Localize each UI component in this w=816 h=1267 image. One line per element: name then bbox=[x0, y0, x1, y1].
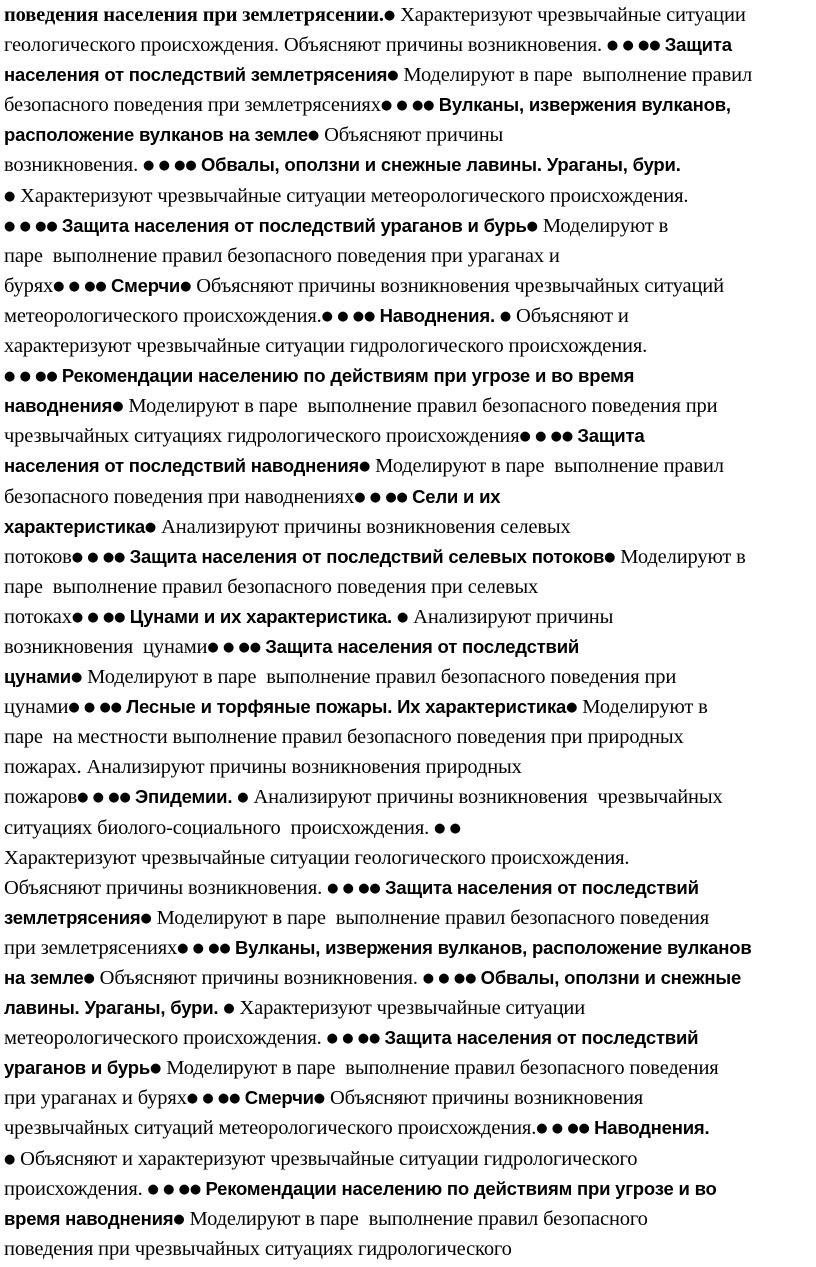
bullet-icon: ● bbox=[499, 308, 512, 324]
body-text: Моделируют в паре выполнение правил безопасного bbox=[184, 1207, 648, 1230]
body-text: ситуациях биолого-социального происхождения. bbox=[4, 816, 435, 839]
bold-heading-text: время наводнения bbox=[4, 1207, 174, 1229]
bullet-icon: ● ● ●● bbox=[326, 1031, 385, 1047]
text-line bbox=[4, 211, 812, 241]
body-text: чрезвычайных ситуациях гидрологического происхождения bbox=[4, 425, 520, 448]
text-line bbox=[4, 451, 812, 481]
bullet-icon: ● bbox=[604, 549, 616, 565]
body-text: Анализируют причины возникновения чрезвычайных bbox=[248, 786, 723, 809]
bold-heading-text: Лесные и торфяные пожары. Их характеристика bbox=[126, 696, 567, 718]
body-text: паре выполнение правил безопасного поведения при ураганах и bbox=[4, 244, 560, 267]
text-line bbox=[4, 421, 812, 451]
bullet-icon: ● ● ●● bbox=[4, 369, 62, 385]
bold-heading-text: Защита bbox=[664, 34, 732, 56]
body-text: Объясняют причины возникновения чрезвычайных ситуаций bbox=[191, 274, 724, 297]
bold-heading-text: лавины. Ураганы, бури. bbox=[4, 997, 219, 1019]
bold-heading-text: Защита населения от последствий bbox=[384, 1027, 699, 1049]
body-text: Объясняют причины возникновения. bbox=[94, 967, 423, 989]
bullet-icon: ● bbox=[566, 700, 578, 716]
text-line bbox=[4, 1023, 812, 1053]
bullet-icon: ● bbox=[173, 1211, 185, 1227]
body-text: Анализируют причины bbox=[408, 605, 614, 628]
body-text: характеризуют чрезвычайные ситуации гидрологического происхождения. bbox=[4, 335, 648, 358]
body-text: Моделируют в паре выполнение правил безопасного поведения при bbox=[82, 666, 677, 689]
text-line bbox=[4, 1234, 812, 1264]
bold-heading-text: населения от последствий наводнения bbox=[4, 455, 359, 477]
body-text: Моделируют в bbox=[537, 214, 669, 237]
body-text: при землетрясениях bbox=[4, 936, 178, 959]
body-text: возникновения цунами bbox=[4, 635, 208, 658]
body-text: Моделируют в bbox=[577, 696, 708, 719]
text-line bbox=[4, 752, 812, 782]
body-text: геологического происхождения. Объясняют причины возникновения. bbox=[4, 34, 607, 57]
bullet-icon: ● bbox=[237, 790, 249, 806]
bold-heading-text: Смерчи bbox=[244, 1087, 314, 1109]
text-line bbox=[4, 1083, 812, 1113]
bold-heading-text: Защита населения от последствий селевых потоков bbox=[129, 545, 605, 567]
body-text: Объясняют и bbox=[511, 304, 629, 327]
bold-heading-text: на земле bbox=[4, 967, 84, 988]
body-text: при ураганах и бурях bbox=[4, 1087, 187, 1110]
bullet-icon: ● ● ●● bbox=[186, 1091, 245, 1107]
bold-heading-text: Наводнения. bbox=[379, 304, 495, 326]
bold-heading-text: Обвалы, оползни и снежные bbox=[480, 967, 742, 988]
bullet-icon: ● ● ●● bbox=[68, 700, 127, 716]
bullet-icon: ● ● ●● bbox=[71, 549, 130, 565]
text-line bbox=[4, 722, 812, 752]
text-line bbox=[4, 391, 812, 421]
body-text: поведения при чрезвычайных ситуациях гидрологического bbox=[4, 1237, 512, 1260]
text-line bbox=[4, 903, 812, 933]
body-text: Объясняют причины возникновения bbox=[325, 1087, 644, 1110]
bullet-icon: ● ● ●● bbox=[354, 489, 413, 505]
body-text: Характеризуют чрезвычайные ситуации bbox=[395, 4, 746, 26]
text-line bbox=[4, 120, 812, 150]
body-text: Объясняют причины возникновения. bbox=[4, 876, 328, 899]
text-line bbox=[4, 0, 812, 30]
text-line bbox=[4, 241, 812, 271]
body-text: цунами bbox=[4, 696, 69, 719]
text-line bbox=[4, 482, 812, 512]
text-line bbox=[4, 512, 812, 542]
text-line bbox=[4, 993, 812, 1023]
bullet-icon: ● ● ●● bbox=[422, 971, 481, 986]
text-line bbox=[4, 542, 812, 572]
body-text: возникновения. bbox=[4, 154, 144, 177]
bold-heading-text: Смерчи bbox=[111, 274, 181, 296]
bullet-icon: ● bbox=[313, 1091, 325, 1107]
body-text: Характеризуют чрезвычайные ситуации bbox=[234, 997, 586, 1020]
text-line bbox=[4, 602, 812, 632]
text-line bbox=[4, 1113, 812, 1143]
body-text: Анализируют причины возникновения селевых bbox=[156, 515, 571, 538]
bullet-icon: ● bbox=[4, 1151, 16, 1167]
text-line bbox=[4, 1174, 812, 1204]
bullet-icon: ● bbox=[223, 1001, 235, 1017]
bold-heading-text: поведения населения при землетрясении. bbox=[4, 4, 384, 26]
bullet-icon: ● bbox=[526, 218, 538, 234]
body-text: Характеризуют чрезвычайные ситуации геологического происхождения. bbox=[4, 846, 630, 869]
bullet-icon: ● ● ●● bbox=[606, 38, 665, 54]
bullet-icon: ● bbox=[150, 1061, 162, 1077]
bullet-icon: ● ● ●● bbox=[77, 790, 136, 806]
body-text: метеорологического происхождения. bbox=[4, 1027, 327, 1050]
bullet-icon: ● bbox=[383, 8, 396, 23]
bullet-icon: ● bbox=[387, 68, 399, 84]
bold-heading-text: ураганов и бурь bbox=[4, 1057, 151, 1079]
bold-heading-text: Рекомендации населению по действиям при угрозе и во время bbox=[61, 365, 635, 387]
body-text: потоках bbox=[4, 605, 72, 628]
body-text: бурях bbox=[4, 274, 54, 297]
bold-heading-text: характеристика bbox=[4, 515, 145, 537]
bullet-icon: ● bbox=[144, 519, 157, 535]
body-text: происхождения. bbox=[4, 1177, 148, 1200]
bullet-icon: ● ● ●● bbox=[53, 278, 111, 294]
body-text: паре выполнение правил безопасного поведения при селевых bbox=[4, 575, 539, 598]
body-text: Моделируют в паре выполнение правил безопасного поведения bbox=[151, 906, 709, 929]
bold-heading-text: наводнения bbox=[4, 395, 113, 417]
text-line bbox=[4, 572, 812, 602]
body-text: Объясняют и характеризуют чрезвычайные ситуации гидрологического bbox=[15, 1147, 638, 1170]
body-text: метеорологического происхождения. bbox=[4, 304, 322, 327]
body-text: безопасного поведения при наводнениях bbox=[4, 485, 355, 508]
bullet-icon: ● ● bbox=[434, 820, 461, 836]
bullet-icon: ● ● ●● bbox=[327, 880, 385, 896]
body-text: Характеризуют чрезвычайные ситуации метеорологического происхождения. bbox=[15, 184, 689, 207]
bold-heading-text: Обвалы, оползни и снежные лавины. Ураганы, бури. bbox=[200, 154, 681, 176]
text-line bbox=[4, 1053, 812, 1083]
text-line bbox=[4, 301, 812, 331]
body-text: чрезвычайных ситуаций метеорологического происхождения. bbox=[4, 1117, 537, 1140]
text-line bbox=[4, 933, 812, 963]
body-text: Моделируют в bbox=[615, 545, 746, 568]
bullet-icon: ● ● ●● bbox=[321, 308, 380, 324]
body-text: Моделируют в паре выполнение правил безопасного поведения bbox=[161, 1057, 719, 1080]
text-line bbox=[4, 632, 812, 662]
body-text: Моделируют в паре выполнение правил bbox=[370, 455, 724, 478]
bullet-icon: ● bbox=[83, 971, 95, 986]
text-line bbox=[4, 843, 812, 873]
bold-heading-text: Вулканы, извержения вулканов, расположение вулканов bbox=[234, 936, 752, 958]
text-line bbox=[4, 30, 812, 60]
text-line bbox=[4, 1144, 812, 1174]
body-text: Объясняют причины bbox=[319, 124, 504, 147]
text-line bbox=[4, 271, 812, 301]
bullet-icon: ● bbox=[307, 128, 320, 144]
bold-heading-text: Защита населения от последствий bbox=[384, 876, 699, 898]
body-text: безопасного поведения при землетрясениях bbox=[4, 94, 381, 117]
bold-heading-text: Сели и их bbox=[412, 485, 501, 507]
bold-heading-text: Защита населения от последствий ураганов и бурь bbox=[61, 214, 527, 236]
bullet-icon: ● ● ●● bbox=[536, 1121, 595, 1137]
bold-heading-text: Вулканы, извержения вулканов, bbox=[438, 94, 731, 116]
text-line bbox=[4, 813, 812, 843]
body-text: Моделируют в паре выполнение правил безопасного поведения при bbox=[123, 395, 718, 418]
text-line bbox=[4, 331, 812, 361]
bold-heading-text: Наводнения. bbox=[594, 1117, 710, 1139]
bold-heading-text: расположение вулканов на земле bbox=[4, 124, 308, 146]
bullet-icon: ● bbox=[358, 459, 371, 475]
body-text: паре на местности выполнение правил безопасного поведения при природных bbox=[4, 726, 684, 749]
body-text: Моделируют в паре выполнение правил bbox=[398, 64, 753, 87]
text-line bbox=[4, 361, 812, 391]
bullet-icon: ● bbox=[4, 188, 16, 204]
text-line bbox=[4, 60, 812, 90]
text-line bbox=[4, 1204, 812, 1234]
bullet-icon: ● bbox=[70, 670, 83, 686]
bold-heading-text: Защита населения от последствий bbox=[265, 635, 580, 657]
text-line bbox=[4, 662, 812, 692]
bullet-icon: ● ● ●● bbox=[143, 158, 201, 174]
bullet-icon: ● ● ●● bbox=[380, 98, 439, 114]
bold-heading-text: населения от последствий землетрясения bbox=[4, 64, 388, 86]
bullet-icon: ● ● ●● bbox=[147, 1181, 206, 1197]
bullet-icon: ● ● ●● bbox=[207, 639, 266, 655]
bullet-icon: ● bbox=[396, 609, 409, 625]
bullet-icon: ● ● ●● bbox=[71, 609, 130, 625]
bold-heading-text: Рекомендации населению по действиям при угрозе и во bbox=[205, 1177, 717, 1199]
bold-heading-text: Цунами и их характеристика. bbox=[129, 605, 392, 627]
body-text: пожарах. Анализируют причины возникновения природных bbox=[4, 756, 522, 779]
body-text: пожаров bbox=[4, 786, 78, 809]
text-line bbox=[4, 692, 812, 722]
text-line bbox=[4, 150, 812, 180]
bullet-icon: ● bbox=[180, 278, 192, 294]
bullet-icon: ● bbox=[112, 399, 124, 415]
body-text: потоков bbox=[4, 545, 72, 568]
bullet-icon: ● bbox=[140, 910, 152, 926]
bullet-icon: ● ● ●● bbox=[519, 429, 578, 445]
bold-heading-text: Защита bbox=[577, 425, 645, 447]
bullet-icon: ● ● ●● bbox=[177, 940, 235, 956]
bold-heading-text: Эпидемии. bbox=[135, 786, 233, 808]
text-line bbox=[4, 963, 812, 993]
text-line bbox=[4, 873, 812, 903]
bold-heading-text: землетрясения bbox=[4, 906, 141, 928]
text-line bbox=[4, 181, 812, 211]
bullet-icon: ● ● ●● bbox=[4, 218, 62, 234]
bold-heading-text: цунами bbox=[4, 666, 71, 688]
text-line bbox=[4, 782, 812, 812]
text-line bbox=[4, 90, 812, 120]
